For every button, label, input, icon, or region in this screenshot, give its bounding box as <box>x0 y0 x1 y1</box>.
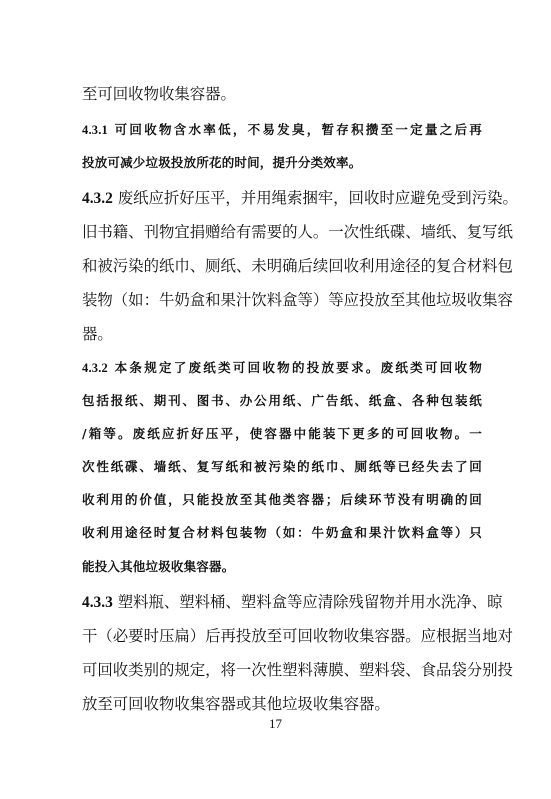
commentary-line: 收利用途径时复合材料包装物（如：牛奶盒和果汁饮料盒等）只 <box>82 525 482 540</box>
commentary-line: 收利用的价值，只能投放至其他类容器；后续环节没有明确的回 <box>82 492 482 507</box>
clause-text: 塑料瓶、塑料桶、塑料盒等应清除残留物并用水洗净、晾 <box>117 593 503 611</box>
commentary-text: 本条规定了废纸类可回收物的投放要求。废纸类可回收物 <box>114 360 482 375</box>
commentary-line: /箱等。废纸应折好压平，使容器中能装下更多的可回收物。一 <box>82 426 482 441</box>
commentary-line <box>82 358 482 378</box>
commentary-line: 能投入其他垃圾收集容器。 <box>82 559 235 574</box>
clause-line: 旧书籍、刊物宜捐赠给有需要的人。一次性纸碟、墙纸、复写纸 <box>82 223 513 241</box>
clause-line: 放至可回收物收集容器或其他垃圾收集容器。 <box>82 695 390 713</box>
clause-text: 废纸应折好压平，并用绳索捆牢，回收时应避免受到污染。 <box>117 189 518 207</box>
clause-line <box>82 188 518 209</box>
commentary-line: 次性纸碟、墙纸、复写纸和被污染的纸巾、厕纸等已经失去了回 <box>82 459 482 474</box>
clause-line: 干（必要时压扁）后再投放至可回收物收集容器。应根据当地对 <box>82 627 513 645</box>
commentary-line <box>82 120 482 140</box>
clause-line: 装物（如：牛奶盒和果汁饮料盒等）等应投放至其他垃圾收集容 <box>82 291 513 309</box>
text-line: 至可回收物收集容器。 <box>82 85 236 103</box>
clause-number: 4.3.3 <box>82 594 113 611</box>
clause-line: 可回收类别的规定，将一次性塑料薄膜、塑料袋、食品袋分别投 <box>82 661 513 679</box>
page-number: 17 <box>269 716 282 731</box>
clause-line: 器。 <box>82 325 113 343</box>
clause-line: 和被污染的纸巾、厕纸、未明确后续回收利用途径的复合材料包 <box>82 257 513 275</box>
clause-line <box>82 592 503 613</box>
clause-number: 4.3.2 <box>82 361 108 375</box>
commentary-line: 包括报纸、期刊、图书、办公用纸、广告纸、纸盒、各种包装纸 <box>82 393 482 408</box>
commentary-line: 投放可减少垃圾投放所花的时间，提升分类效率。 <box>82 155 362 170</box>
clause-number: 4.3.2 <box>82 190 113 207</box>
commentary-text: 可回收物含水率低，不易发臭，暂存积攒至一定量之后再 <box>114 122 482 137</box>
clause-number: 4.3.1 <box>82 123 108 137</box>
